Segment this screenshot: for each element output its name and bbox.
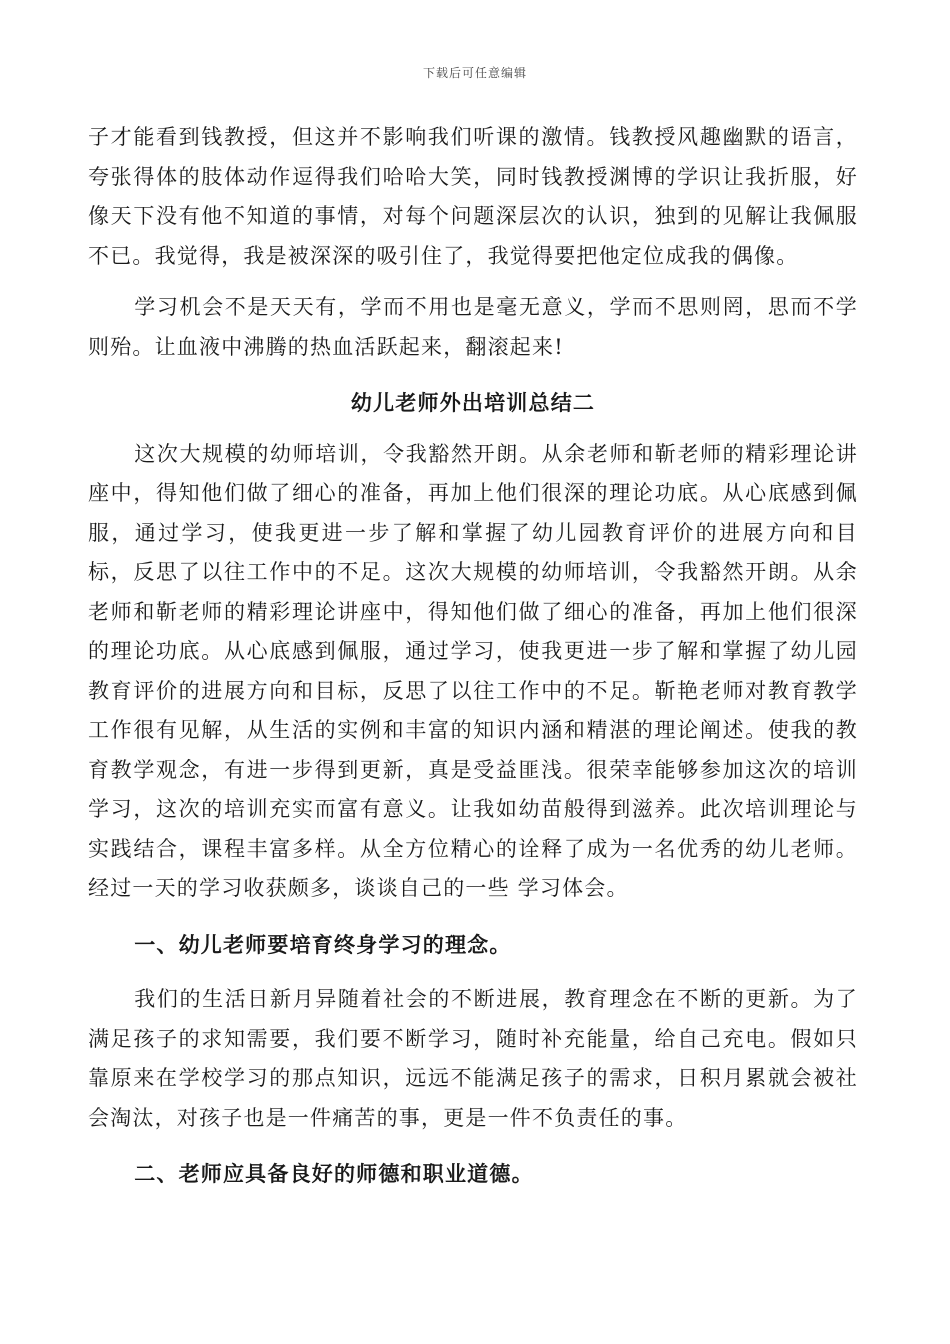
- heading-teacher-ethics: 二、老师应具备良好的师德和职业道德。: [134, 1161, 534, 1186]
- paragraph-continued: 子才能看到钱教授，但这并不影响我们听课的激情。钱教授风趣幽默的语言，夸张得体的肢体动作逗得我们哈哈大笑，同时钱教授渊博的学识让我折服，好像天下没有他不知道的事情，对每个问题深层次的认识，独到的见解让我佩服不已。我觉得，我是被深深的吸引住了，我觉得要把他定位成我的偶像。: [88, 125, 858, 268]
- paragraph-study-opportunity: 学习机会不是天天有，学而不用也是毫无意义，学而不思则罔，思而不学则殆。让血液中沸腾的热血活跃起来，翻滚起来!: [88, 295, 858, 359]
- section-title: 幼儿老师外出培训总结二: [350, 390, 596, 415]
- page-header: 下载后可任意编辑: [422, 66, 527, 80]
- paragraph-training-summary: 这次大规模的幼师培训，令我豁然开朗。从余老师和靳老师的精彩理论讲座中，得知他们做了细心的准备，再加上他们很深的理论功底。从心底感到佩服，通过学习，使我更进一步了解和掌握了幼儿园教育评价的进展方向和目标，反思了以往工作中的不足。这次大规模的幼师培训，令我豁然开朗。从余老师和靳老师的精彩理论讲座中，得知他们做了细心的准备，再加上他们很深的理论功底。从心底感到佩服，通过学习，使我更进一步了解和掌握了幼儿园教育评价的进展方向和目标，反思了以往工作中的不足。靳艳老师对教育教学工作很有见解，从生活的实例和丰富的知识内涵和精湛的理论阐述。使我的教育教学观念，有进一步得到更新，真是受益匪浅。很荣幸能够参加这次的培训学习，这次的培训充实而富有意义。让我如幼苗般得到滋养。此次培训理论与实践结合，课程丰富多样。从全方位精心的诠释了成为一名优秀的幼儿老师。经过一天的学习收获颇多，谈谈自己的一些 学习体会。: [88, 441, 858, 900]
- paragraph-lifelong-learning: 我们的生活日新月异随着社会的不断进展，教育理念在不断的更新。为了满足孩子的求知需要，我们要不断学习，随时补充能量，给自己充电。假如只靠原来在学校学习的那点知识，远远不能满足孩子的需求，日积月累就会被社会淘汰，对孩子也是一件痛苦的事，更是一件不负责任的事。: [88, 987, 858, 1130]
- heading-lifelong-learning: 一、幼儿老师要培育终身学习的理念。: [134, 931, 512, 957]
- document-body: [88, 118, 858, 1194]
